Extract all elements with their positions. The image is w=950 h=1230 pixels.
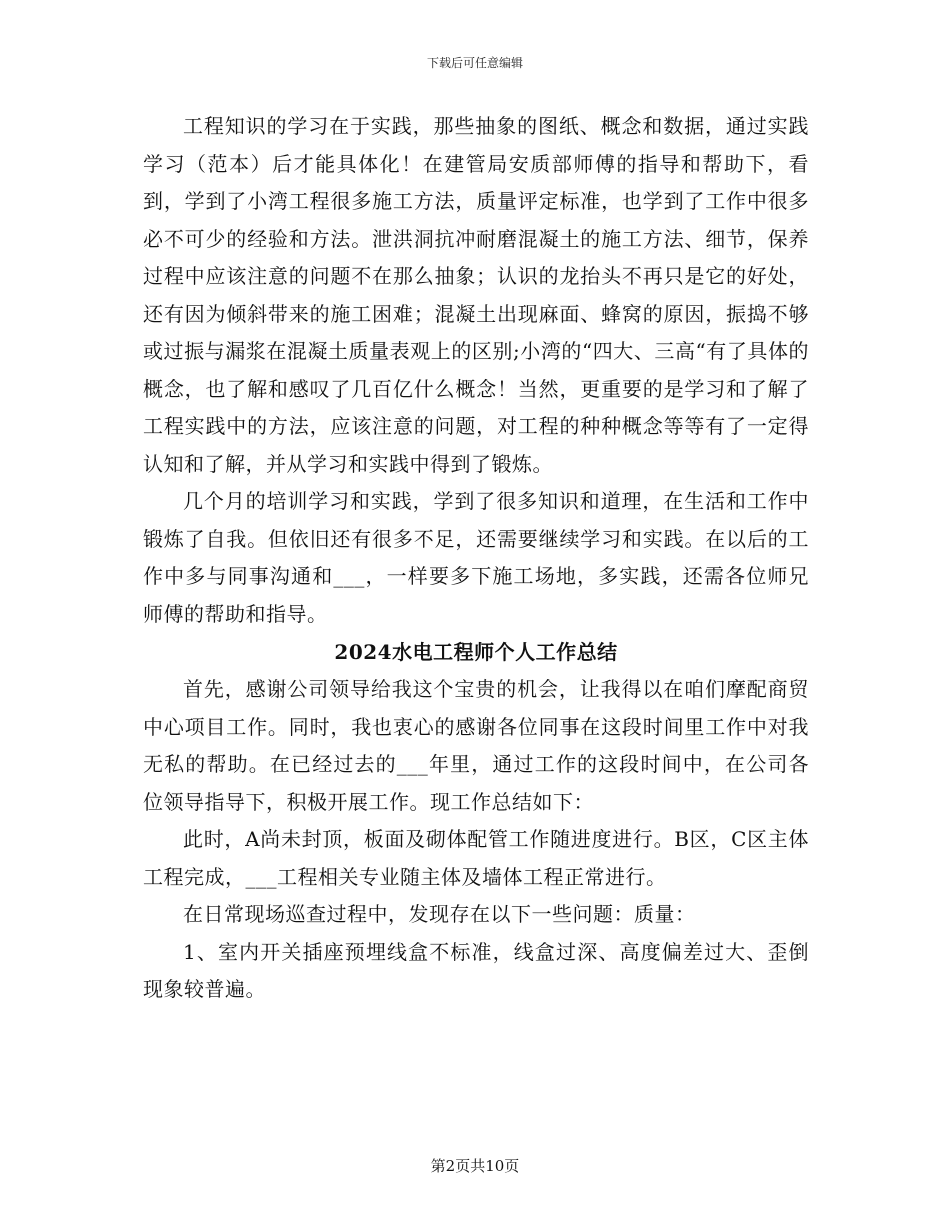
paragraph-progress: 此时，A尚未封顶，板面及砌体配管工作随进度进行。B区，C区主体工程完成，___工程相关专业随主体及墙体工程正常进行。 xyxy=(143,827,809,889)
section-title: 2024水电工程师个人工作总结 xyxy=(334,640,618,664)
paragraph-engineering-practice: 工程知识的学习在于实践，那些抽象的图纸、概念和数据，通过实践学习（范本）后才能具体化！在建管局安质部师傅的指导和帮助下，看到，学到了小湾工程很多施工方法，质量评定标准，也学到了工作中很多必不可少的经验和方法。泄洪洞抗冲耐磨混凝土的施工方法、细节，保养过程中应该注意的问题不在那么抽象；认识的龙抬头不再只是它的好处，还有因为倾斜带来的施工困难；混凝土出现麻面、蜂窝的原因，振捣不够或过振与漏浆在混凝土质量表观上的区别;小湾的“四大、三高“有了具体的概念，也了解和感叹了几百亿什么概念！当然，更重要的是学习和了解了工程实践中的方法，应该注意的问题，对工程的种种概念等等有了一定得认知和了解，并从学习和实践中得到了锻炼。 xyxy=(143,114,809,476)
paragraph-issue-1: 1、室内开关插座预埋线盒不标准，线盒过深、高度偏差过大、歪倒现象较普遍。 xyxy=(143,939,809,1001)
document-body xyxy=(143,108,809,1009)
page-header-note: 下载后可任意编辑 xyxy=(426,56,523,70)
paragraph-training-reflection: 几个月的培训学习和实践，学到了很多知识和道理，在生活和工作中锻炼了自我。但依旧还有很多不足，还需要继续学习和实践。在以后的工作中多与同事沟通和___，一样要多下施工场地，多实践，还需各位师兄师傅的帮助和指导。 xyxy=(143,489,809,626)
paragraph-gratitude: 首先，感谢公司领导给我这个宝贵的机会，让我得以在咱们摩配商贸中心项目工作。同时，我也衷心的感谢各位同事在这段时间里工作中对我无私的帮助。在已经过去的___年里，通过工作的这段时间中，在公司各位领导指导下，积极开展工作。现工作总结如下： xyxy=(143,677,809,814)
paragraph-inspection: 在日常现场巡查过程中，发现存在以下一些问题：质量： xyxy=(183,902,696,926)
page-number: 第2页共10页 xyxy=(430,1157,520,1175)
